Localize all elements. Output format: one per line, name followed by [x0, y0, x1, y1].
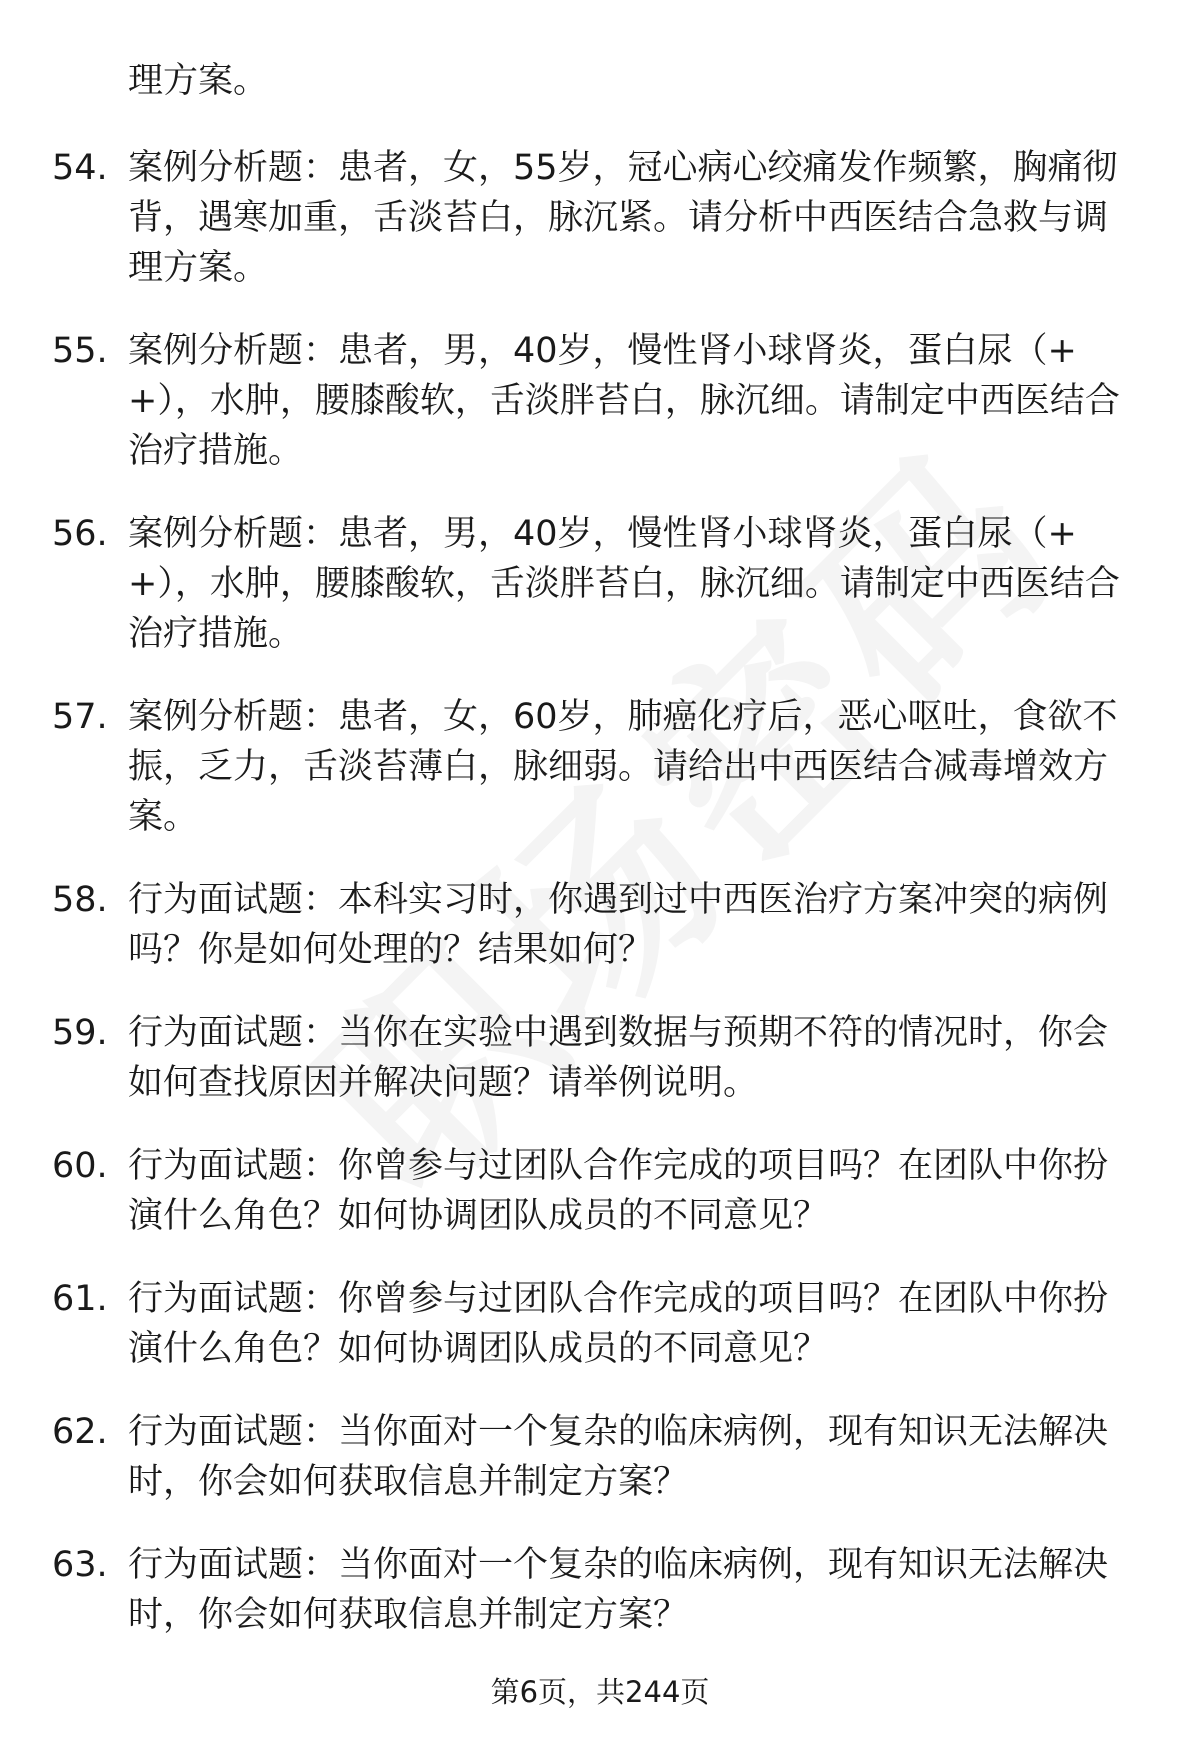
question-list: [52, 143, 1152, 1673]
item-text: 行为面试题：你曾参与过团队合作完成的项目吗？在团队中你扮演什么角色？如何协调团队成员的不同意见？: [128, 1146, 1109, 1236]
list-item: [52, 326, 1152, 476]
item-number: 59.: [52, 1013, 108, 1053]
list-item: [52, 1008, 1152, 1108]
item-text: 案例分析题：患者，女，60岁，肺癌化疗后，恶心呕吐，食欲不振，乏力，舌淡苔薄白，脉细弱。请给出中西医结合减毒增效方案。: [128, 697, 1118, 837]
item-number: 61.: [52, 1279, 108, 1319]
item-number: 56.: [52, 514, 108, 554]
list-item: [52, 1407, 1152, 1507]
item-text: 行为面试题：你曾参与过团队合作完成的项目吗？在团队中你扮演什么角色？如何协调团队成员的不同意见？: [128, 1279, 1109, 1369]
item-number: 60.: [52, 1146, 108, 1186]
item-text: 行为面试题：当你面对一个复杂的临床病例，现有知识无法解决时，你会如何获取信息并制定方案？: [128, 1545, 1109, 1635]
list-item: [52, 1141, 1152, 1241]
list-item: [52, 509, 1152, 659]
item-text: 案例分析题：患者，男，40岁，慢性肾小球肾炎，蛋白尿（++），水肿，腰膝酸软，舌淡胖苔白，脉沉细。请制定中西医结合治疗措施。: [128, 514, 1120, 654]
item-number: 57.: [52, 697, 108, 737]
list-item: [52, 1274, 1152, 1374]
item-text: 案例分析题：患者，女，55岁，冠心病心绞痛发作频繁，胸痛彻背，遇寒加重，舌淡苔白，脉沉紧。请分析中西医结合急救与调理方案。: [128, 148, 1118, 288]
item-number: 58.: [52, 880, 108, 920]
item-text: 行为面试题：当你在实验中遇到数据与预期不符的情况时，你会如何查找原因并解决问题？请举例说明。: [128, 1013, 1109, 1103]
continuation-text: 理方案。: [128, 61, 269, 101]
page-footer: 第6页，共244页: [490, 1675, 710, 1709]
item-text: 案例分析题：患者，男，40岁，慢性肾小球肾炎，蛋白尿（++），水肿，腰膝酸软，舌淡胖苔白，脉沉细。请制定中西医结合治疗措施。: [128, 331, 1120, 471]
item-text: 行为面试题：当你面对一个复杂的临床病例，现有知识无法解决时，你会如何获取信息并制定方案？: [128, 1412, 1109, 1502]
list-item: [52, 143, 1152, 293]
list-item: [52, 875, 1152, 975]
list-item: [52, 692, 1152, 842]
item-number: 63.: [52, 1545, 108, 1585]
item-text: 行为面试题：本科实习时，你遇到过中西医治疗方案冲突的病例吗？你是如何处理的？结果如何？: [128, 880, 1109, 970]
item-number: 55.: [52, 331, 108, 371]
list-item: [52, 1540, 1152, 1640]
item-number: 62.: [52, 1412, 108, 1452]
item-number: 54.: [52, 148, 108, 188]
